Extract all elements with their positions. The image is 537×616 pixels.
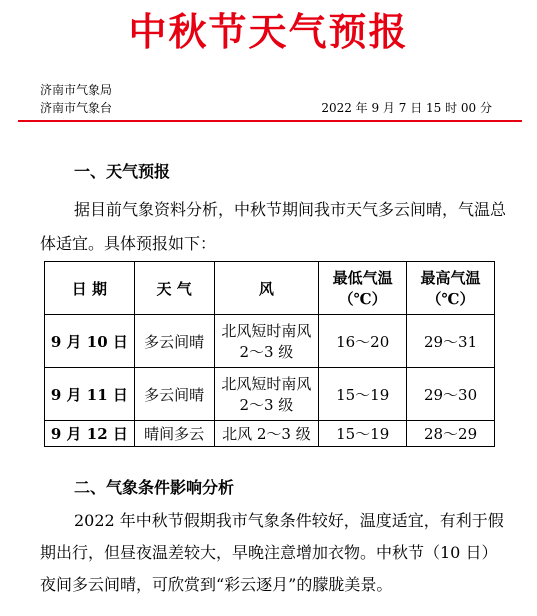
- table-header-row: [45, 262, 495, 315]
- row-low-temp: 15～19: [319, 421, 407, 447]
- header-low-unit: （℃）: [338, 290, 387, 308]
- section-heading-forecast: 一、天气预报: [74, 162, 171, 181]
- forecast-table: [44, 261, 495, 447]
- table-row: [45, 315, 495, 368]
- row-wind-line2: 2～3 级: [239, 343, 294, 361]
- row-weather: 多云间晴: [134, 315, 214, 368]
- forecast-intro: 据目前气象资料分析，中秋节期间我市天气多云间晴，气温总体适宜。具体预报如下：: [40, 200, 507, 253]
- table-row: [45, 421, 495, 447]
- header-high-unit: （℃）: [426, 290, 475, 308]
- row-high-temp: 29～30: [407, 368, 495, 421]
- row-wind: [214, 315, 319, 368]
- header-high-label: 最高气温: [420, 269, 481, 287]
- row-date: 9 月 11 日: [45, 368, 135, 421]
- row-wind-line1: 北风短时南风: [221, 322, 312, 340]
- row-high-temp: 28～29: [407, 421, 495, 447]
- header-weather: 天 气: [134, 262, 214, 315]
- red-divider: [18, 120, 522, 122]
- section-heading-analysis: 二、气象条件影响分析: [74, 478, 235, 497]
- issue-time: 2022 年 9 月 7 日 15 时 00 分: [321, 101, 492, 115]
- table-row: [45, 368, 495, 421]
- row-date: 9 月 12 日: [45, 421, 135, 447]
- row-low-temp: 16～20: [319, 315, 407, 368]
- row-wind: 北风 2～3 级: [214, 421, 319, 447]
- issuer-bureau: 济南市气象局: [40, 83, 113, 97]
- row-wind-line2: 2～3 级: [239, 396, 294, 414]
- header-wind: 风: [214, 262, 319, 315]
- row-date: 9 月 10 日: [45, 315, 135, 368]
- header-low-label: 最低气温: [332, 269, 393, 287]
- row-wind: [214, 368, 319, 421]
- row-low-temp: 15～19: [319, 368, 407, 421]
- row-high-temp: 29～31: [407, 315, 495, 368]
- row-wind-line1: 北风短时南风: [221, 375, 312, 393]
- header-high-temp: [407, 262, 495, 315]
- analysis-body: 2022 年中秋节假期我市气象条件较好，温度适宜，有利于假期出行，但昼夜温差较大，早晚注意增加衣物。中秋节（10 日）夜间多云间晴，可欣赏到“彩云逐月”的朦胧美景。: [40, 511, 504, 594]
- document-title: 中秋节天气预报: [128, 9, 409, 54]
- row-weather: 多云间晴: [134, 368, 214, 421]
- header-low-temp: [319, 262, 407, 315]
- header-date: 日 期: [45, 262, 135, 315]
- issuer-observatory: 济南市气象台: [40, 101, 113, 115]
- row-weather: 晴间多云: [134, 421, 214, 447]
